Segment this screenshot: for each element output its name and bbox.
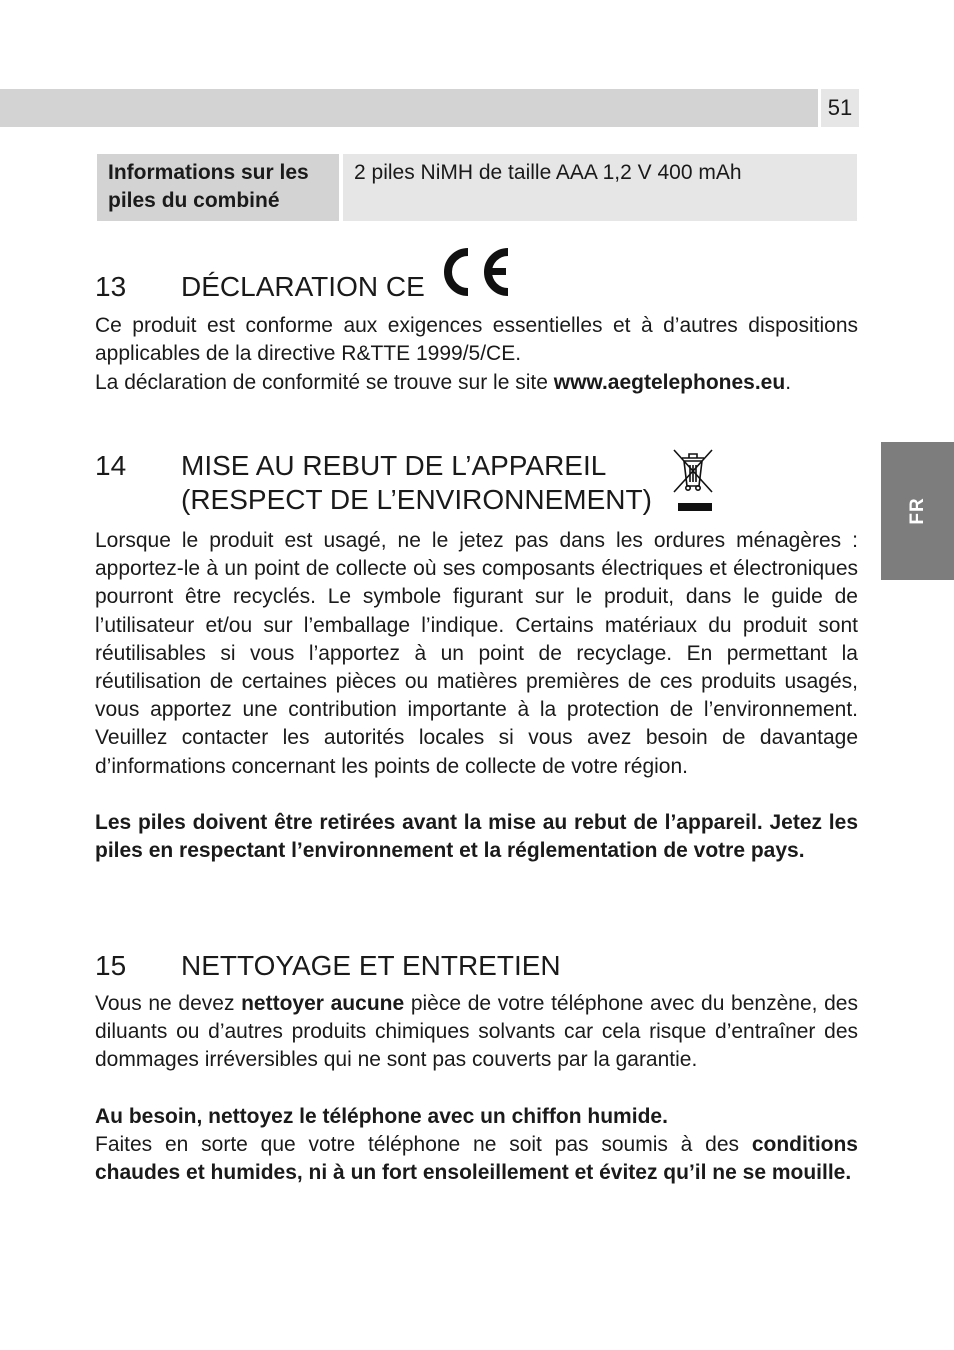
section-14-heading-line-1: MISE AU REBUT DE L’APPAREIL — [181, 450, 607, 481]
section-15-paragraph-2: Au besoin, nettoyez le téléphone avec un chiffon humide. — [95, 1105, 668, 1128]
section-15-heading: NETTOYAGE ET ENTRETIEN — [181, 950, 561, 981]
section-13-p2-end: . — [785, 371, 792, 394]
section-14-paragraph-1: Lorsque le produit est usagé, ne le jetez pas dans les ordures ménagères : apportez-le à un point de collecte où ses composants électriques et électroniques pourront être recyclés. Le symbole figurant sur le produit, dans le guide de l’utilisateur et/ou sur l’emballage l’indique. Certains matériaux du produit sont réutilisables si vous l’apportez à un point de recyclage. En permettant la réutilisation de certaines pièces ou matières premières de ces produits usagés, vous apportez une contribution importante à la protection de l’environnement. Veuillez contacter les autorités locales si vous avez besoin de davantage d’informations concernant les points de collecte de votre région. — [95, 529, 858, 778]
language-tab-label: FR — [906, 497, 928, 525]
section-15-number: 15 — [95, 950, 127, 981]
section-13-paragraph-1: Ce produit est conforme aux exigences essentielles et à d’autres dispositions applicables de la directive R&TTE 1999/5/CE. — [95, 314, 858, 366]
spec-table — [97, 154, 857, 221]
section-15-p3-bold: conditions chaudes et humides, ni à un fort ensoleillement et évitez qu’il ne se mouille. — [95, 1133, 858, 1185]
page-number: 51 — [821, 89, 859, 127]
website-link[interactable]: www.aegtelephones.eu — [553, 371, 786, 394]
section-13-heading: DÉCLARATION CE — [181, 271, 425, 302]
header-bar — [0, 89, 818, 127]
weee-crossed-bin-icon — [668, 444, 718, 516]
section-15-title — [95, 949, 561, 983]
spec-value: 2 piles NiMH de taille AAA 1,2 V 400 mAh — [343, 154, 857, 221]
section-14-number: 14 — [95, 450, 127, 481]
ce-mark-icon — [436, 244, 514, 300]
section-15-p1-bold: nettoyer aucune — [241, 992, 405, 1015]
section-15-p1-b: pièce de votre téléphone avec du benzène, des diluants ou d’autres produits chimiques solvants car cela risque d’entraîner des dommages irréversibles qui ne sont pas couverts par la garantie. — [95, 992, 858, 1072]
section-14-title — [95, 449, 652, 517]
section-15-p1-a: Vous ne devez — [95, 992, 242, 1015]
section-15-paragraph-1 — [95, 990, 858, 1075]
language-tab — [881, 442, 954, 580]
section-15-paragraph-3 — [95, 1131, 858, 1187]
section-15-p3-a: Faites en sorte que votre téléphone ne soit pas soumis à des — [95, 1133, 752, 1156]
section-14-heading-line-2: (RESPECT DE L’ENVIRONNEMENT) — [181, 484, 652, 515]
spec-label: Informations sur les piles du combiné — [97, 154, 339, 221]
section-13-title — [95, 270, 425, 304]
section-13-p2-text: La déclaration de conformité se trouve sur le site — [95, 371, 554, 394]
section-13-paragraph-2 — [95, 369, 858, 397]
section-14-paragraph-2: Les piles doivent être retirées avant la mise au rebut de l’appareil. Jetez les piles en respectant l’environnement et la réglementation de votre pays. — [95, 811, 858, 863]
section-13-number: 13 — [95, 271, 127, 302]
